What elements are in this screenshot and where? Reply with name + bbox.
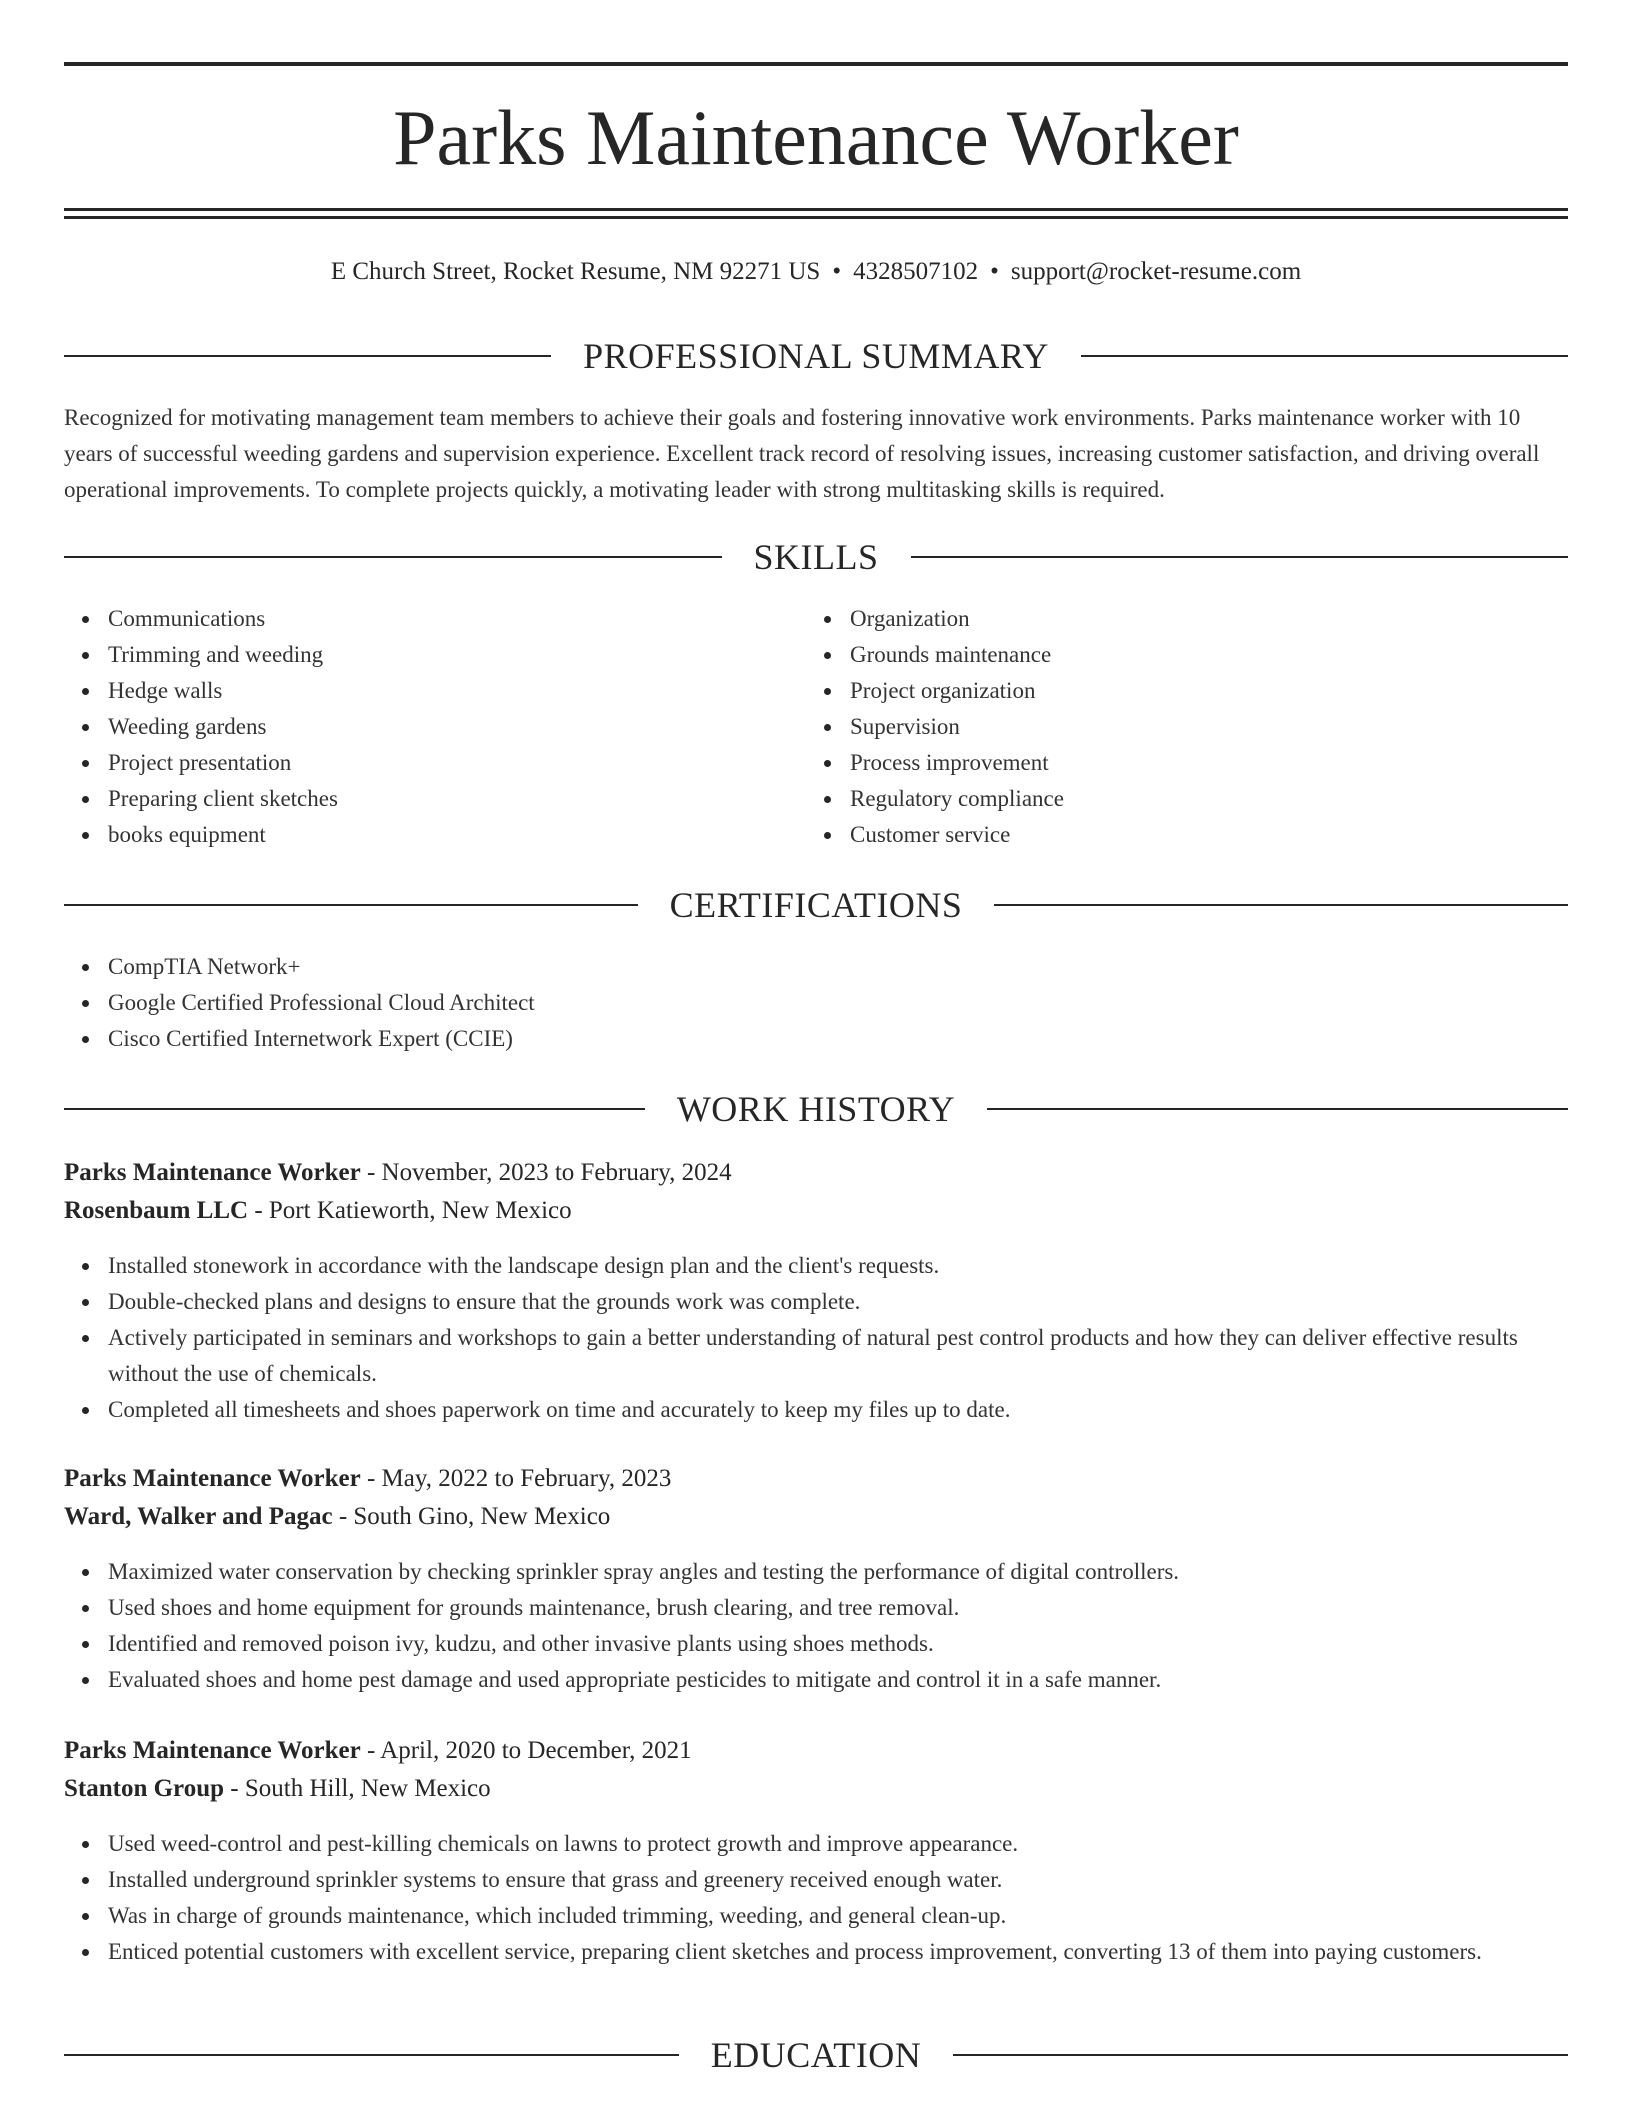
job-location: - South Gino, New Mexico (332, 1503, 611, 1530)
section-rule-right (911, 556, 1569, 558)
section-label: CERTIFICATIONS (669, 885, 963, 925)
job-role: Parks Maintenance Worker (64, 1159, 361, 1186)
section-rule-right (1081, 355, 1568, 357)
top-rule (64, 62, 1568, 66)
contact-email[interactable]: support@rocket-resume.com (1010, 258, 1302, 285)
job-company-line (64, 1498, 1568, 1536)
job-location: - Port Katieworth, New Mexico (248, 1197, 572, 1224)
job-bullet: Actively participated in seminars and workshops to gain a better understanding of natural pest control products and how they can deliver effective results without the use of chemicals. (108, 1320, 1568, 1392)
section-rule-right (994, 904, 1568, 906)
section-rule-left (64, 2054, 679, 2056)
job-company-line (64, 1192, 1568, 1230)
section-label: WORK HISTORY (676, 1089, 956, 1129)
job-title-line (64, 1154, 1568, 1192)
section-rule-right (953, 2054, 1568, 2056)
section-title-summary (64, 334, 1568, 378)
section-rule-right (987, 1108, 1568, 1110)
skill-item: Communications (108, 601, 808, 637)
job-company: Stanton Group (64, 1775, 225, 1802)
job-dates: - April, 2020 to December, 2021 (360, 1737, 692, 1764)
section-label: SKILLS (753, 537, 879, 577)
job-bullet: Installed stonework in accordance with the landscape design plan and the client's requests. (108, 1248, 1568, 1284)
skill-item: Organization (850, 601, 1550, 637)
skills-list-left (64, 601, 808, 853)
section-rule-left (64, 904, 638, 906)
section-rule-left (64, 556, 722, 558)
certification-item: Cisco Certified Internetwork Expert (CCIE) (108, 1021, 1568, 1057)
skills-list-right (806, 601, 1550, 853)
job-bullet: Maximized water conservation by checking sprinkler spray angles and testing the performance of digital controllers. (108, 1554, 1568, 1590)
job-bullet: Double-checked plans and designs to ensure that the grounds work was complete. (108, 1284, 1568, 1320)
skill-item: Project organization (850, 673, 1550, 709)
skill-item: Grounds maintenance (850, 637, 1550, 673)
job-role: Parks Maintenance Worker (64, 1737, 361, 1764)
skill-item: Project presentation (108, 745, 808, 781)
section-title-skills (64, 535, 1568, 579)
job-bullet: Used weed-control and pest-killing chemicals on lawns to protect growth and improve appearance. (108, 1826, 1568, 1862)
header-rule-lower (64, 216, 1568, 219)
contact-phone[interactable]: 4328507102 (853, 258, 979, 285)
job-title-line (64, 1460, 1568, 1498)
skill-item: Weeding gardens (108, 709, 808, 745)
contact-line (64, 254, 1568, 290)
section-label: PROFESSIONAL SUMMARY (583, 336, 1049, 376)
section-rule-left (64, 1108, 645, 1110)
job-dates: - November, 2023 to February, 2024 (360, 1159, 732, 1186)
job-bullet: Used shoes and home equipment for grounds maintenance, brush clearing, and tree removal. (108, 1590, 1568, 1626)
skill-item: books equipment (108, 817, 808, 853)
job-bullets (64, 1248, 1568, 1428)
job-company: Ward, Walker and Pagac (64, 1503, 333, 1530)
skill-item: Trimming and weeding (108, 637, 808, 673)
skill-item: Customer service (850, 817, 1550, 853)
job-title-line (64, 1732, 1568, 1770)
skill-item: Hedge walls (108, 673, 808, 709)
skill-item: Regulatory compliance (850, 781, 1550, 817)
certifications-list (64, 949, 1568, 1057)
skill-item: Process improvement (850, 745, 1550, 781)
section-rule-left (64, 355, 551, 357)
summary-text: Recognized for motivating management team members to achieve their goals and fostering innovative work environments. Parks maintenance worker with 10 years of successful weeding gardens and supervision experience. Excellent track record of resolving issues, increasing customer satisfaction, and driving overall operational improvements. To complete projects quickly, a motivating leader with strong multitasking skills is required. (64, 405, 1540, 502)
section-title-work-history (64, 1087, 1568, 1131)
certification-item: Google Certified Professional Cloud Architect (108, 985, 1568, 1021)
skill-item: Preparing client sketches (108, 781, 808, 817)
job-location: - South Hill, New Mexico (224, 1775, 491, 1802)
contact-address: E Church Street, Rocket Resume, NM 92271 US (330, 258, 821, 285)
job-bullet: Was in charge of grounds maintenance, which included trimming, weeding, and general clean-up. (108, 1898, 1568, 1934)
job-bullet: Identified and removed poison ivy, kudzu, and other invasive plants using shoes methods. (108, 1626, 1568, 1662)
job-company: Rosenbaum LLC (64, 1197, 249, 1224)
job-role: Parks Maintenance Worker (64, 1465, 361, 1492)
job-company-line (64, 1770, 1568, 1808)
header-rule-upper (64, 208, 1568, 211)
section-title-education (64, 2033, 1568, 2077)
section-title-certifications (64, 883, 1568, 927)
job-bullet: Completed all timesheets and shoes paperwork on time and accurately to keep my files up to date. (108, 1392, 1568, 1428)
certification-item: CompTIA Network+ (108, 949, 1568, 985)
section-label: EDUCATION (710, 2035, 922, 2075)
job-dates: - May, 2022 to February, 2023 (360, 1465, 672, 1492)
resume-name: Parks Maintenance Worker (393, 94, 1239, 181)
job-bullet: Enticed potential customers with excellent service, preparing client sketches and process improvement, converting 13 of them into paying customers. (108, 1934, 1568, 1970)
job-bullets (64, 1554, 1568, 1698)
job-bullet: Evaluated shoes and home pest damage and used appropriate pesticides to mitigate and control it in a safe manner. (108, 1662, 1568, 1698)
job-bullets (64, 1826, 1568, 1970)
skill-item: Supervision (850, 709, 1550, 745)
contact-separator: • (832, 258, 842, 285)
contact-separator: • (990, 258, 999, 285)
job-bullet: Installed underground sprinkler systems to ensure that grass and greenery received enough water. (108, 1862, 1568, 1898)
